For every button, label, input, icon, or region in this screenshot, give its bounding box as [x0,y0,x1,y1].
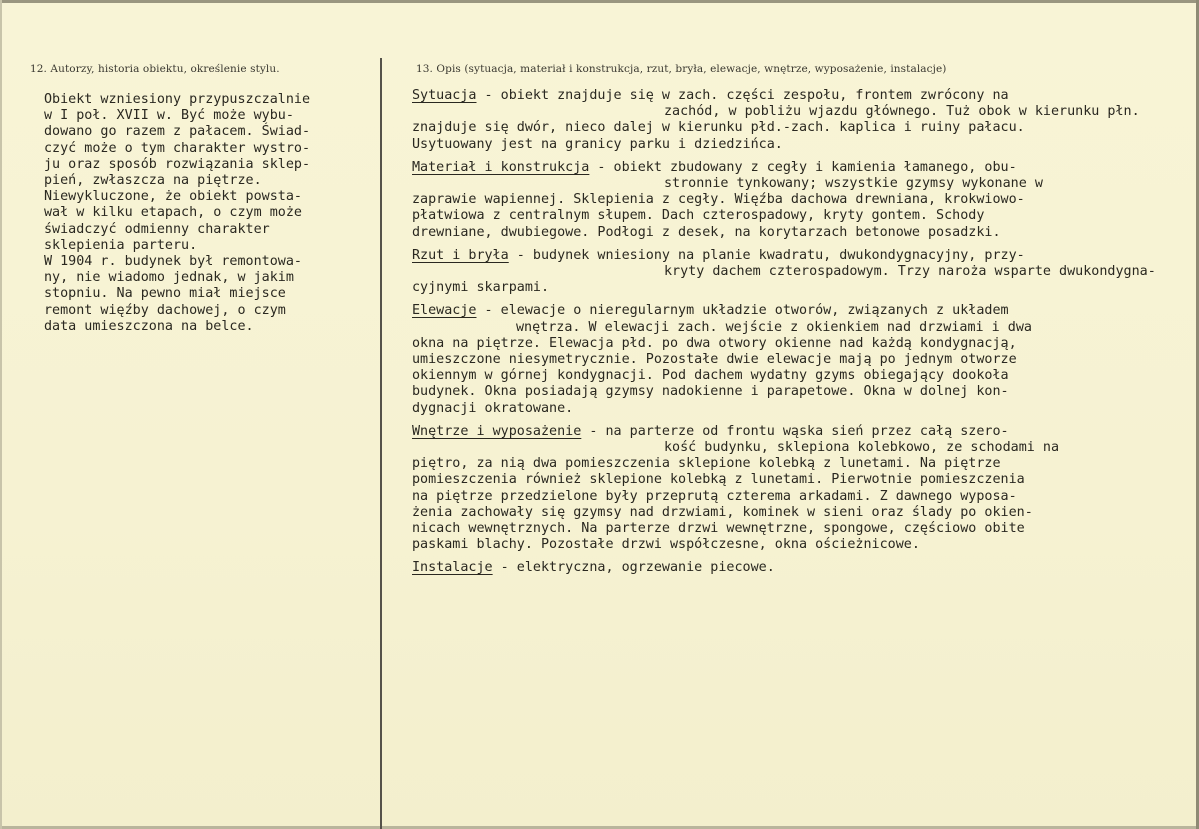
history-line: Niewykluczone, że obiekt powsta- [44,189,302,205]
section-wnetrze [412,424,1192,554]
history-line: remont więźby dachowej, o czym [44,302,286,318]
section-text: - elektryczna, ogrzewanie piecowe. [492,560,775,576]
history-line: wał w kilku etapach, o czym może [44,205,302,221]
history-text [44,92,380,335]
section-line: okiennym w górnej kondygnacji. Pod dachem wydatny gzyms obiegający dookoła [412,368,1009,384]
section-line: na piętrze przedzielone były przeprutą czterema arkadami. Z dawnego wyposa- [412,488,1017,504]
section-first-line [412,160,1192,176]
section-line: paskami blachy. Pozostałe drzwi współczesne, okna ościeżnicowe. [412,537,920,553]
field-12-header: 12. Autorzy, historia obiektu, określenie stylu. [30,63,280,75]
section-rzut [412,248,1192,297]
section-line: zaprawie wapiennej. Sklepienia z cegły. Więźba dachowa drewniana, krokwiowo- [412,192,1025,208]
section-material [412,160,1192,241]
section-line: stronnie tynkowany; wszystkie gzymsy wykonane w [664,176,1043,192]
column-divider [380,58,382,829]
section-first-line [412,88,1192,104]
section-line: umieszczone niesymetrycznie. Pozostałe dwie elewacje mają po jednym otworze [412,352,1017,368]
section-line: nicach wewnętrznych. Na parterze drzwi wewnętrzne, spongowe, częściowo obite [412,521,1025,537]
section-line: wnętrza. W elewacji zach. wejście z okienkiem nad drzwiami i dwa [516,319,1032,335]
section-first-line [412,303,1192,319]
field-13-header: 13. Opis (sytuacja, materiał i konstrukcja, rzut, bryła, elewacje, wnętrze, wyposażenie, instalacje) [416,63,947,75]
section-line: znajduje się dwór, nieco dalej w kierunku płd.-zach. kaplica i ruiny pałacu. [412,120,1025,136]
section-first-line [412,560,1192,576]
section-text: - budynek wniesiony na planie kwadratu, dwukondygnacyjny, przy- [508,247,1025,263]
history-line: Obiekt wzniesiony przypuszczalnie [44,92,311,107]
section-text: - elewacje o nieregularnym układzie otworów, związanych z układem [476,303,1009,319]
section-first-line [412,424,1192,440]
section-sytuacja [412,88,1192,153]
history-line: W 1904 r. budynek był remontowa- [44,254,302,270]
history-line: ny, nie wiadomo jednak, w jakim [44,270,294,286]
section-line: pomieszczenia również sklepione kolebką z lunetami. Pierwotnie pomieszczenia [412,472,1025,488]
section-line: okna na piętrze. Elewacja płd. po dwa otwory okienne nad każdą kondygnacją, [412,335,1017,351]
section-line: kryty dachem czterospadowym. Trzy naroża wsparte dwukondygna- [664,264,1156,280]
section-title: Elewacje [412,303,477,319]
history-line: pień, zwłaszcza na piętrze. [44,173,262,189]
section-first-line [412,248,1192,264]
section-line: płatwiowa z centralnym słupem. Dach czterospadowy, kryty gontem. Schody [412,208,985,224]
section-title: Rzut i bryła [412,247,509,263]
section-line: cyjnymi skarpami. [412,280,550,296]
section-line: budynek. Okna posiadają gzymsy nadokienne i parapetowe. Okna w dolnej kon- [412,384,1009,400]
history-line: ju oraz sposób rozwiązania sklep- [44,156,311,172]
history-line: świadczyć odmienny charakter [44,221,270,237]
history-line: stopniu. Na pewno miał miejsce [44,286,286,302]
section-line: dygnacji okratowane. [412,400,574,416]
history-line: dowano go razem z pałacem. Świad- [44,124,311,140]
card-edge-left [0,0,2,829]
card-edge-top [0,0,1199,3]
section-line: zachód, w pobliżu wjazdu głównego. Tuż obok w kierunku płn. [664,104,1140,120]
section-line: kość budynku, sklepiona kolebkowo, ze schodami na [664,440,1060,456]
section-elewacje [412,303,1192,416]
section-line: drewniane, dwubiegowe. Podłogi z desek, na korytarzach betonowe posadzki. [412,224,1001,240]
section-line: piętro, za nią dwa pomieszczenia sklepione kolebką z lunetami. Na piętrze [412,456,1001,472]
section-title: Sytuacja [412,88,477,103]
section-text: - na parterze od frontu wąska sień przez całą szero- [581,423,1009,439]
section-title: Wnętrze i wyposażenie [412,423,582,439]
section-line: żenia zachowały się gzymsy nad drzwiami, kominek w sieni oraz ślady po okien- [412,504,1033,520]
section-text: - obiekt znajduje się w zach. części zespołu, frontem zwrócony na [476,88,1009,103]
description-text [412,88,1192,584]
section-text: - obiekt zbudowany z cegły i kamienia łamanego, obu- [589,159,1017,175]
section-title: Materiał i konstrukcja [412,159,590,175]
history-line: sklepienia parteru. [44,237,198,253]
section-line: Usytuowany jest na granicy parku i dziedzińca. [412,136,783,152]
history-line: data umieszczona na belce. [44,318,254,334]
section-title: Instalacje [412,560,493,576]
section-instalacje [412,560,1192,576]
history-line: czyć może o tym charakter wystro- [44,140,311,156]
history-line: w I poł. XVII w. Być może wybu- [44,108,294,124]
